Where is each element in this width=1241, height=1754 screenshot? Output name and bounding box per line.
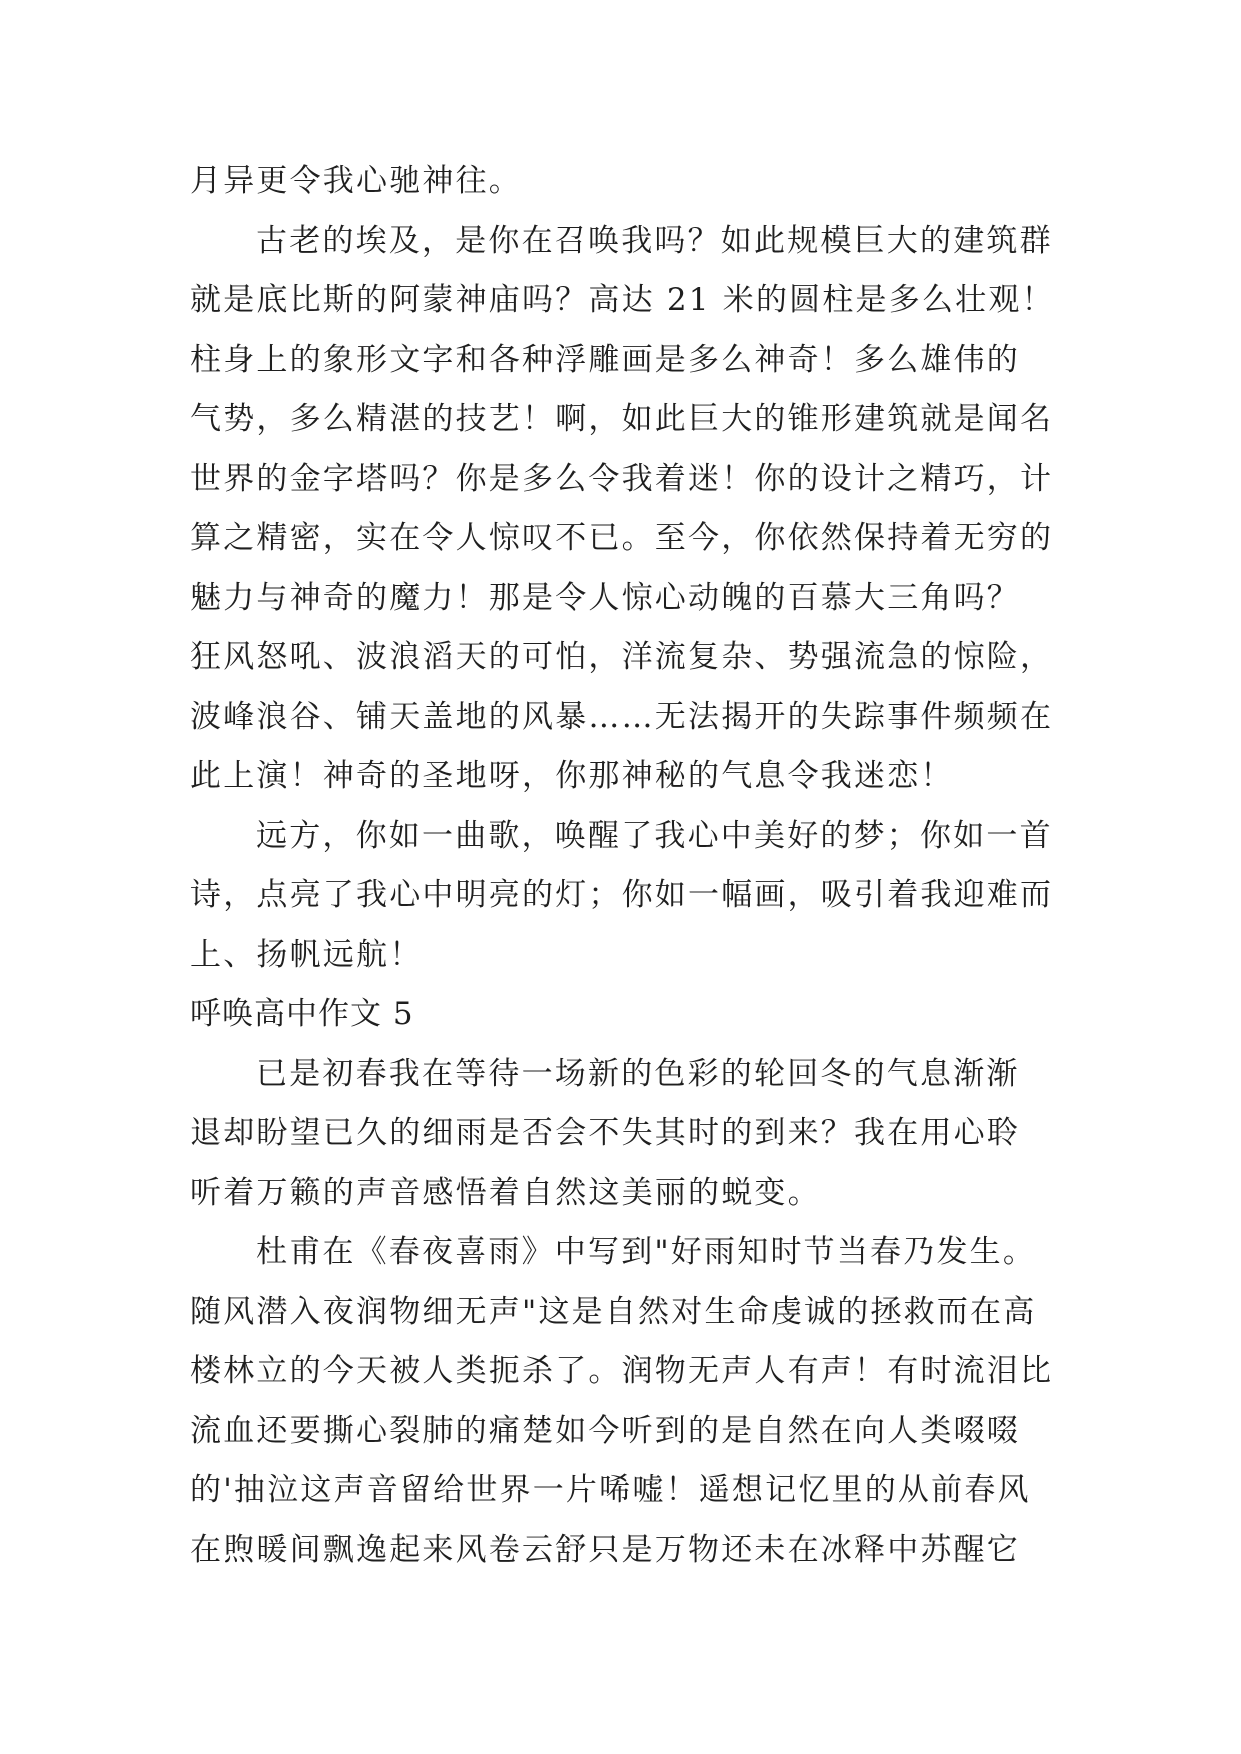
text-line: 远方，你如一曲歌，唤醒了我心中美好的梦；你如一首 bbox=[256, 817, 1053, 854]
text-line: 狂风怒吼、波浪滔天的可怕，洋流复杂、势强流急的惊险， bbox=[190, 639, 1054, 675]
text-line: 退却盼望已久的细雨是否会不失其时的到来？我在用心聆 bbox=[190, 1115, 1020, 1151]
text-line: 的'抽泣这声音留给世界一片唏嘘！遥想记忆里的从前春风 bbox=[190, 1472, 1031, 1508]
text-line: 算之精密，实在令人惊叹不已。至今，你依然保持着无穷的 bbox=[190, 520, 1054, 556]
text-line: 气势，多么精湛的技艺！啊，如此巨大的锥形建筑就是闻名 bbox=[190, 401, 1054, 437]
text-line: 在煦暖间飘逸起来风卷云舒只是万物还未在冰释中苏醒它 bbox=[190, 1531, 1020, 1568]
text-line: 听着万籁的声音感悟着自然这美丽的蜕变。 bbox=[190, 1174, 821, 1211]
text-line: 魅力与神奇的魔力！那是令人惊心动魄的百慕大三角吗？ bbox=[190, 579, 1020, 616]
text-line: 柱身上的象形文字和各种浮雕画是多么神奇！多么雄伟的 bbox=[190, 341, 1020, 378]
text-line: 波峰浪谷、铺天盖地的风暴……无法揭开的失踪事件频频在 bbox=[190, 698, 1054, 735]
text-line: 诗，点亮了我心中明亮的灯；你如一幅画，吸引着我迎难而 bbox=[190, 877, 1054, 913]
text-line: 此上演！神奇的圣地呀，你那神秘的气息令我迷恋！ bbox=[190, 758, 954, 794]
section-heading: 呼唤高中作文 5 bbox=[190, 996, 414, 1032]
text-line: 楼林立的今天被人类扼杀了。润物无声人有声！有时流泪比 bbox=[190, 1353, 1054, 1389]
text-line: 流血还要撕心裂肺的痛楚如今听到的是自然在向人类啜啜 bbox=[190, 1412, 1020, 1449]
text-line: 上、扬帆远航！ bbox=[190, 936, 423, 973]
text-line: 月异更令我心驰神往。 bbox=[190, 163, 522, 199]
text-line: 已是初春我在等待一场新的色彩的轮回冬的气息渐渐 bbox=[256, 1055, 1020, 1092]
text-line: 就是底比斯的阿蒙神庙吗？高达 21 米的圆柱是多么壮观！ bbox=[190, 282, 1055, 318]
text-line: 随风潜入夜润物细无声"这是自然对生命虔诚的拯救而在高 bbox=[190, 1293, 1037, 1330]
text-line: 世界的金字塔吗？你是多么令我着迷！你的设计之精巧，计 bbox=[190, 460, 1054, 497]
text-line: 杜甫在《春夜喜雨》中写到"好雨知时节当春乃发生。 bbox=[256, 1234, 1037, 1270]
document-body bbox=[190, 152, 1070, 1580]
text-line: 古老的埃及，是你在召唤我吗？如此规模巨大的建筑群 bbox=[256, 222, 1053, 259]
